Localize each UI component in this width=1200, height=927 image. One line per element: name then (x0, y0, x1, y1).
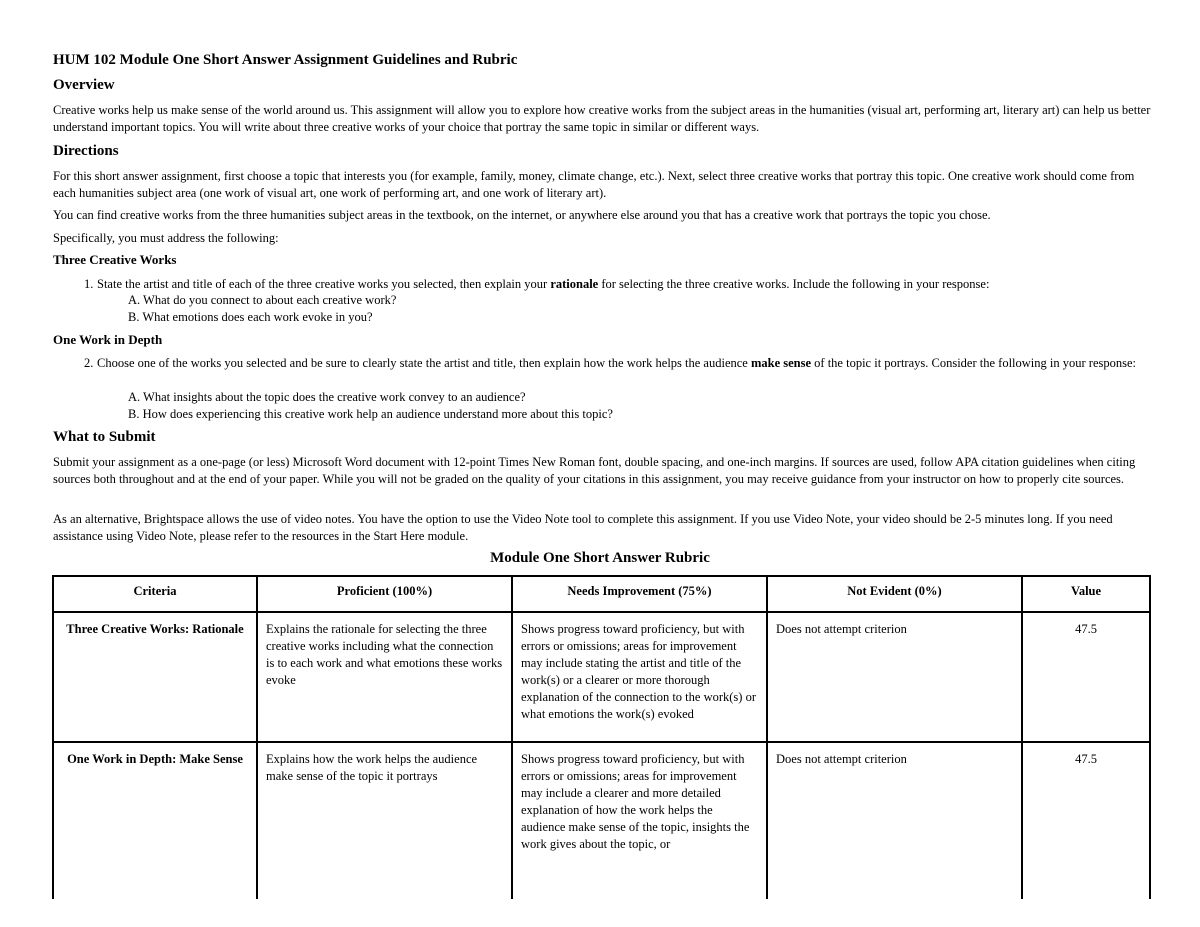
header-not-evident: Not Evident (0%) (767, 576, 1022, 612)
overview-text: Creative works help us make sense of the world around us. This assignment will allow you to explore how creative works from the subject areas in the humanities (visual art, performing art, literary art) can help us better understand important topics. You will write about three creative works of your choice that portray the same topic in similar or different ways. (53, 103, 1151, 134)
criteria-cell: One Work in Depth: Make Sense (53, 742, 257, 899)
item-text-before: Choose one of the works you selected and be sure to clearly state the artist and title, then explain how the work helps the audience (97, 356, 751, 370)
proficient-cell: Explains the rationale for selecting the three creative works including what the connection is to each work and what emotions these works evoke (257, 612, 512, 742)
not-evident-cell: Does not attempt criterion (767, 612, 1022, 742)
needs-improvement-cell: Shows progress toward proficiency, but with errors or omissions; areas for improvement may include a clearer and more detailed explanation of how the work helps the audience make sense of the topic, insights the work gives about the topic, or (512, 742, 767, 899)
header-proficient: Proficient (100%) (257, 576, 512, 612)
item-text-before: State the artist and title of each of the three creative works you selected, then explain your (97, 277, 551, 291)
item-text-after: of the topic it portrays. Consider the following in your response: (811, 356, 1136, 370)
table-row (53, 742, 1150, 899)
submit-paragraph-2: As an alternative, Brightspace allows the use of video notes. You have the option to use the Video Note tool to complete this assignment. If you use Video Note, your video should be 2-5 minutes long. If you need assistance using Video Note, please refer to the resources in the Start Here module. (53, 512, 1113, 543)
value-cell: 47.5 (1022, 612, 1150, 742)
list-subitem-2a: A. What insights about the topic does the creative work convey to an audience? (128, 390, 526, 404)
directions-paragraph-2: You can find creative works from the three humanities subject areas in the textbook, on the internet, or anywhere else around you that has a creative work that portrays the topic you chose. (53, 208, 991, 222)
section-one-work-heading: One Work in Depth (53, 332, 163, 347)
directions-paragraph-1: For this short answer assignment, first choose a topic that interests you (for example, family, money, climate change, etc.). Next, select three creative works that portray this topic. One creative work should come from each humanities subject area (one work of visual art, one work of performing art, and one work of literary art). (53, 169, 1135, 200)
directions-paragraph-3: Specifically, you must address the following: (53, 231, 279, 245)
list-number: 2. (84, 356, 94, 370)
list-number: 1. (84, 277, 94, 291)
header-value: Value (1022, 576, 1150, 612)
list-subitem-2b: B. How does experiencing this creative work help an audience understand more about this topic? (128, 407, 613, 421)
submit-heading: What to Submit (53, 429, 156, 445)
table-row (53, 612, 1150, 742)
rubric-header-row (53, 576, 1150, 612)
list-subitem-1a: A. What do you connect to about each creative work? (128, 293, 397, 307)
item-emphasis: make sense (750, 356, 812, 370)
value-cell: 47.5 (1022, 742, 1150, 899)
list-item-1 (84, 276, 1154, 293)
section-three-creative-works-heading: Three Creative Works (53, 252, 177, 267)
rubric-title: Module One Short Answer Rubric (490, 550, 710, 566)
document-title: HUM 102 Module One Short Answer Assignment Guidelines and Rubric (53, 52, 518, 68)
submit-paragraph-1: Submit your assignment as a one-page (or less) Microsoft Word document with 12-point Times New Roman font, double spacing, and one-inch margins. If sources are used, follow APA citation guidelines when citing sources both throughout and at the end of your paper. While you will not be graded on the quality of your citations in this assignment, you may receive guidance from your instructor on how to properly cite sources. (53, 455, 1136, 486)
header-needs-improvement: Needs Improvement (75%) (512, 576, 767, 612)
proficient-cell: Explains how the work helps the audience make sense of the topic it portrays (257, 742, 512, 899)
not-evident-cell: Does not attempt criterion (767, 742, 1022, 899)
directions-heading: Directions (53, 143, 119, 159)
header-criteria: Criteria (53, 576, 257, 612)
list-subitem-1b: B. What emotions does each work evoke in you? (128, 310, 373, 324)
item-emphasis: rationale (550, 277, 599, 291)
criteria-cell: Three Creative Works: Rationale (53, 612, 257, 742)
item-text-after: for selecting the three creative works. Include the following in your response: (598, 277, 990, 291)
overview-heading: Overview (53, 77, 115, 93)
rubric-table (52, 575, 1151, 899)
list-item-2 (84, 355, 1154, 372)
needs-improvement-cell: Shows progress toward proficiency, but with errors or omissions; areas for improvement may include stating the artist and title of the work(s) or a clearer or more thorough explanation of the connection to the work(s) or what emotions the work(s) evoked (512, 612, 767, 742)
